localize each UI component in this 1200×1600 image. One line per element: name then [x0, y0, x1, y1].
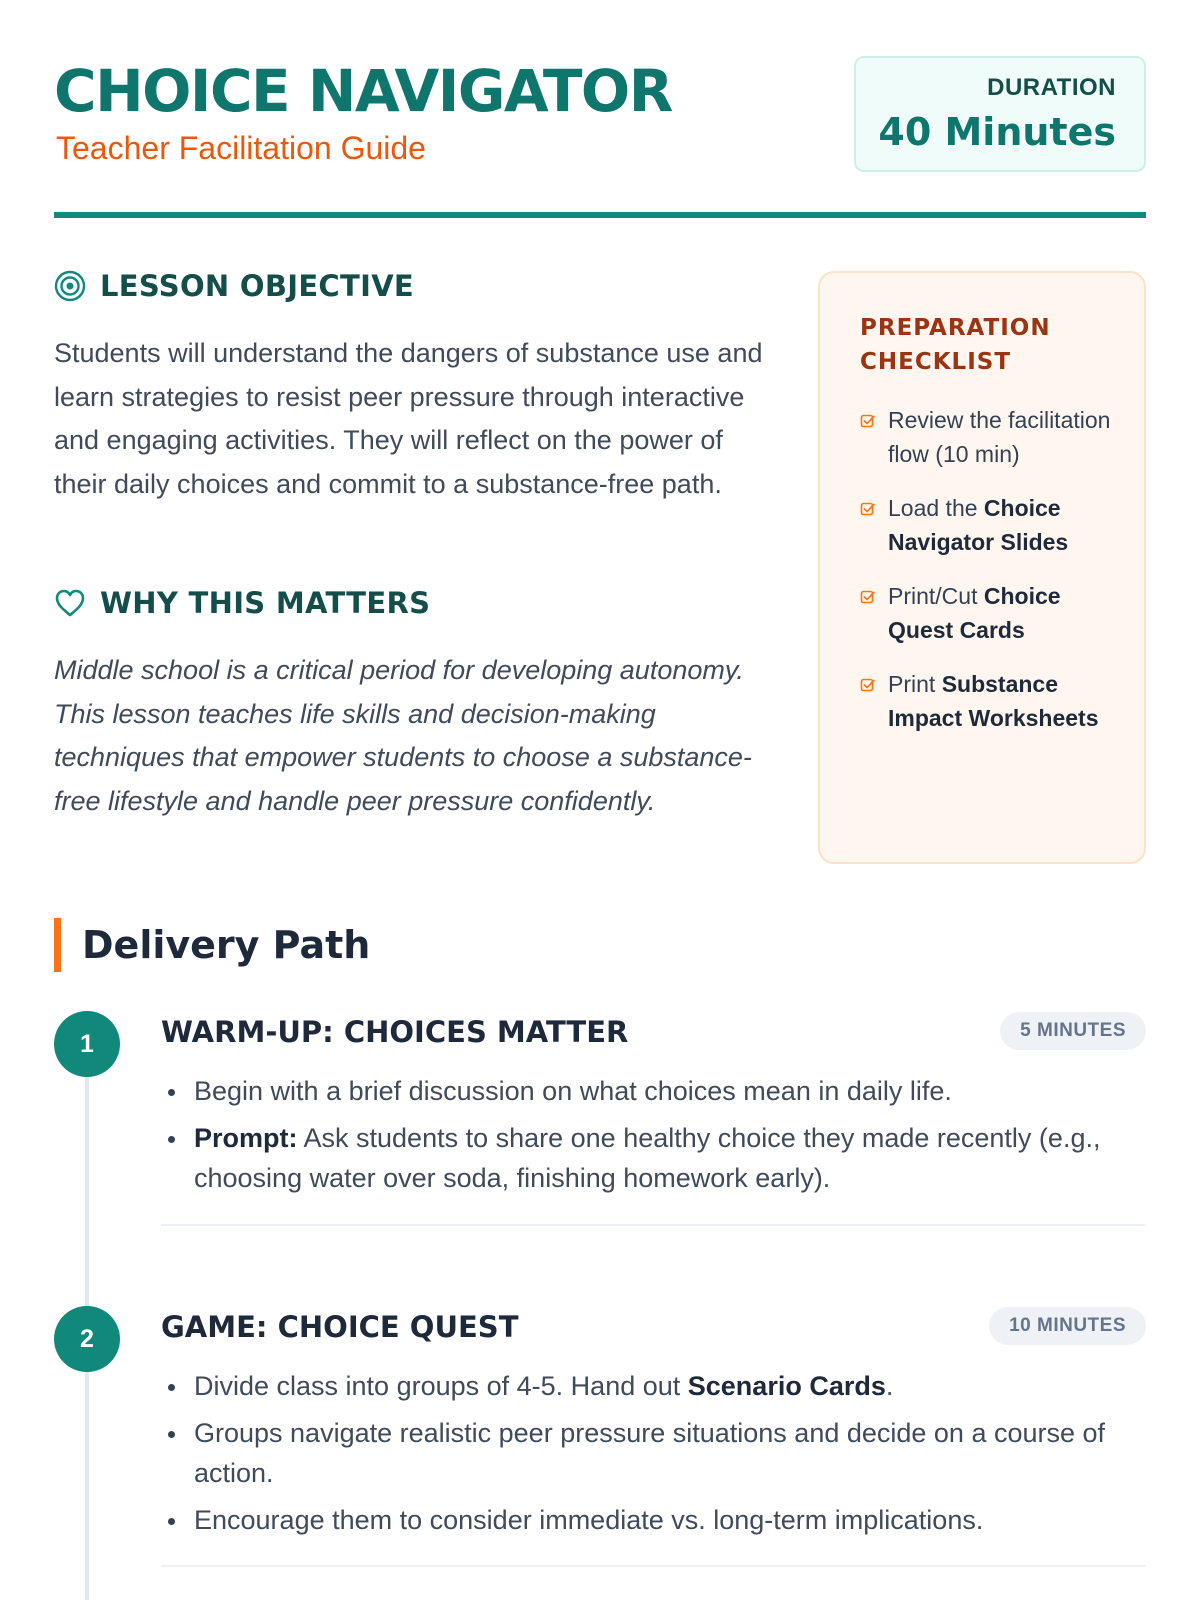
- step-bullets: [161, 1071, 1151, 1205]
- duration-badge: 5 MINUTES: [1000, 1012, 1146, 1050]
- page-title: CHOICE NAVIGATOR: [54, 57, 672, 125]
- checklist-item-text: Load the Choice Navigator Slides: [888, 495, 1069, 555]
- objective-heading: [54, 266, 414, 306]
- step-bullets: [161, 1366, 1151, 1547]
- target-icon: [54, 270, 86, 302]
- checklist-item-text: Print/Cut Choice Quest Cards: [888, 583, 1061, 643]
- step-number: 2: [54, 1306, 120, 1372]
- page-header: [54, 52, 1146, 218]
- checkbox-icon: [860, 677, 876, 693]
- step-number: 1: [54, 1011, 120, 1077]
- checkbox-icon: [860, 501, 876, 517]
- duration-badge: 10 MINUTES: [989, 1307, 1146, 1345]
- page-subtitle: Teacher Facilitation Guide: [56, 130, 426, 166]
- objective-text: Students will understand the dangers of substance use and learn strategies to resist peer pressure through interactive and engaging activities. They will reflect on the power of their daily choices and commit to a substance-free path.: [54, 338, 763, 499]
- list-item: Begin with a brief discussion on what choices mean in daily life.: [161, 1071, 1151, 1111]
- checkbox-icon: [860, 413, 876, 429]
- objective-heading-label: LESSON OBJECTIVE: [100, 269, 415, 303]
- checklist-item-text: Review the facilitation flow (10 min): [888, 407, 1111, 467]
- checklist-item: [860, 491, 1120, 559]
- step-title: WARM-UP: CHOICES MATTER: [161, 1015, 629, 1049]
- step-divider: [161, 1224, 1146, 1226]
- why-heading-label: WHY THIS MATTERS: [100, 586, 431, 620]
- preparation-title: PREPARATION CHECKLIST: [860, 315, 1051, 375]
- delivery-heading: [54, 918, 370, 972]
- list-item: Encourage them to consider immediate vs. long-term implications.: [161, 1500, 1151, 1540]
- checklist-item: [860, 403, 1120, 471]
- list-item: Prompt: Ask students to share one healthy choice they made recently (e.g., choosing water over soda, finishing homework early).: [161, 1118, 1151, 1198]
- list-item: Groups navigate realistic peer pressure situations and decide on a course of action.: [161, 1413, 1151, 1493]
- checkbox-icon: [860, 589, 876, 605]
- step-divider: [161, 1565, 1146, 1567]
- why-heading: [54, 583, 430, 623]
- checklist-item: [860, 667, 1120, 735]
- checklist-item: [860, 579, 1120, 647]
- duration-value: 40 Minutes: [878, 110, 1116, 154]
- delivery-heading-label: Delivery Path: [82, 923, 371, 967]
- duration-card: [854, 56, 1146, 172]
- heart-icon: [54, 587, 86, 619]
- checklist-item-text: Print Substance Impact Worksheets: [888, 671, 1099, 731]
- why-text: Middle school is a critical period for developing autonomy. This lesson teaches life skills and decision-making techniques that empower students to choose a substance-free lifestyle and handle peer pressure confidently.: [54, 655, 752, 816]
- preparation-checklist: [818, 271, 1146, 864]
- duration-label: DURATION: [987, 74, 1116, 101]
- step-title: GAME: CHOICE QUEST: [161, 1310, 519, 1344]
- list-item: Divide class into groups of 4-5. Hand out Scenario Cards.: [161, 1366, 1151, 1406]
- preparation-list: [860, 403, 1120, 735]
